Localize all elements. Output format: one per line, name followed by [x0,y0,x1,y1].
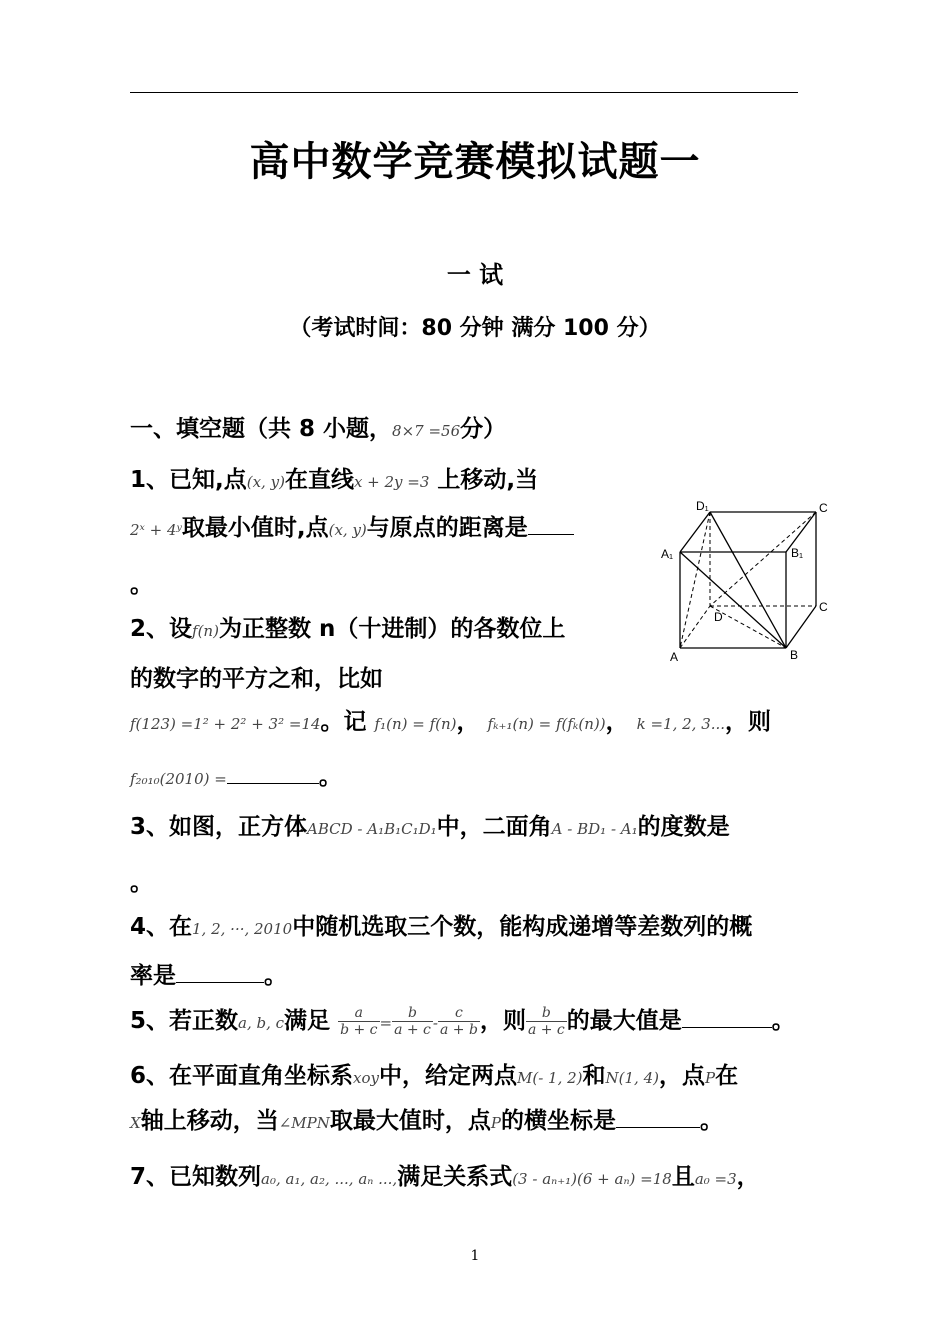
question-2-line-3: f(123) =1² + 2² + 3² =14。记 f₁(n) = f(n)， fₖ₊₁(n) = f(fₖ(n))， k =1, 2, 3...，则 [130,709,772,735]
formula: M(- 1, 2) [516,1069,583,1087]
formula: f₁(n) = f(n) [374,715,457,733]
answer-blank [682,1007,772,1028]
page-title: 高中数学竞赛模拟试题一 [249,139,701,185]
formula: N(1, 4) [605,1069,659,1087]
page-number: 1 [470,1248,480,1264]
question-6-line-1: 6、在平面直角坐标系xoy中，给定两点M(- 1, 2)和N(1, 4)，点P在 [130,1063,739,1089]
formula: 1, 2, ···, 2010 [192,920,293,938]
question-7-line-1: 7、已知数列a₀, a₁, a₂, ..., aₙ ...,满足关系式(3 - aₙ₊₁)(6 + aₙ) =18且a₀ =3， [130,1164,760,1190]
operator: = [379,1014,393,1032]
formula: fₖ₊₁(n) = f(fₖ(n)) [487,715,606,733]
fraction-a-over-b-plus-c: $\frac{a}{b + c}$ [340,1005,378,1038]
question-4-line-1: 4、在1, 2, ···, 2010中随机选取三个数，能构成递增等差数列的概 [130,914,753,940]
formula: k =1, 2, 3... [636,715,726,733]
question-1-line-2: 2ˣ + 4ʸ取最小值时,点(x, y)与原点的距离是 [130,509,574,542]
formula: P [704,1069,716,1087]
cube-figure [658,496,838,666]
answer-blank [528,514,574,535]
formula: xoy [353,1069,379,1087]
section-heading: 一、填空题（共 8 小题，8×7 =56分） [130,416,507,442]
operator: - [432,1014,438,1032]
label-A1: A₁ [661,547,674,561]
label-B: B [790,648,799,662]
formula: f(123) =1² + 2² + 3² =14 [130,715,321,733]
question-1-line-1: 1、已知,点(x, y)在直线x + 2y =3 上移动,当 [130,467,539,493]
label-B1: B₁ [791,546,804,560]
label-D1: D₁ [696,499,709,513]
question-5-line-1: 5、若正数a, b, c满足 $\frac{a}{b + c}$ = $\frac{b}{a + c}$ - $\frac{c}{a + b}$ ，则 $\frac{b}{a + c}$ 的最大值是 。 [130,1005,795,1038]
formula: f₂₀₁₀(2010) = [130,770,227,788]
formula: ABCD - A₁B₁C₁D₁ [307,820,437,838]
formula: a₀ =3 [694,1170,737,1188]
formula: a₀, a₁, a₂, ..., aₙ ..., [261,1170,398,1188]
formula: a, b, c [238,1014,285,1032]
question-2-line-2: 的数字的平方之和，比如 [130,666,383,692]
question-2-line-4: f₂₀₁₀(2010) = 。 [130,764,342,790]
answer-blank [227,763,319,784]
question-6-line-2: X轴上移动，当∠MPN取最大值时，点P的横坐标是 。 [130,1108,723,1134]
question-3-line-2: 。 [130,870,153,896]
answer-blank [616,1107,700,1128]
formula: 8×7 =56 [392,422,461,440]
fraction-b-over-a-plus-c-target: $\frac{b}{a + c}$ [527,1005,565,1038]
exam-time-info: （考试时间：80 分钟 满分 100 分） [289,316,661,341]
label-D: D [714,610,723,624]
formula: (x, y) [328,521,367,539]
exam-part-subtitle: 一 试 [446,261,504,289]
question-3-line-1: 3、如图，正方体ABCD - A₁B₁C₁D₁中，二面角A - BD₁ - A₁的度数是 [130,814,730,840]
label-A: A [670,650,679,664]
formula: ∠MPN [278,1114,330,1132]
answer-blank [176,962,264,983]
question-1-line-3: 。 [130,572,153,598]
question-2-line-1: 2、设f(n)为正整数 n（十进制）的各数位上 [130,616,566,642]
header-rule [130,92,798,93]
formula: X [130,1114,141,1132]
formula: 2ˣ + 4ʸ [130,521,182,539]
fraction-b-over-a-plus-c: $\frac{b}{a + c}$ [394,1005,431,1038]
question-4-line-2: 率是 。 [130,963,287,989]
formula: x + 2y =3 [353,473,430,491]
fraction-c-over-a-plus-b: $\frac{c}{a + b}$ [439,1005,478,1038]
formula: (3 - aₙ₊₁)(6 + aₙ) =18 [512,1170,672,1188]
formula: f(n) [192,622,219,640]
formula: P [490,1114,501,1132]
label-C-top: C [819,501,828,515]
label-C-mid: C [819,600,828,614]
formula: A - BD₁ - A₁ [551,820,638,838]
formula: (x, y) [246,473,285,491]
